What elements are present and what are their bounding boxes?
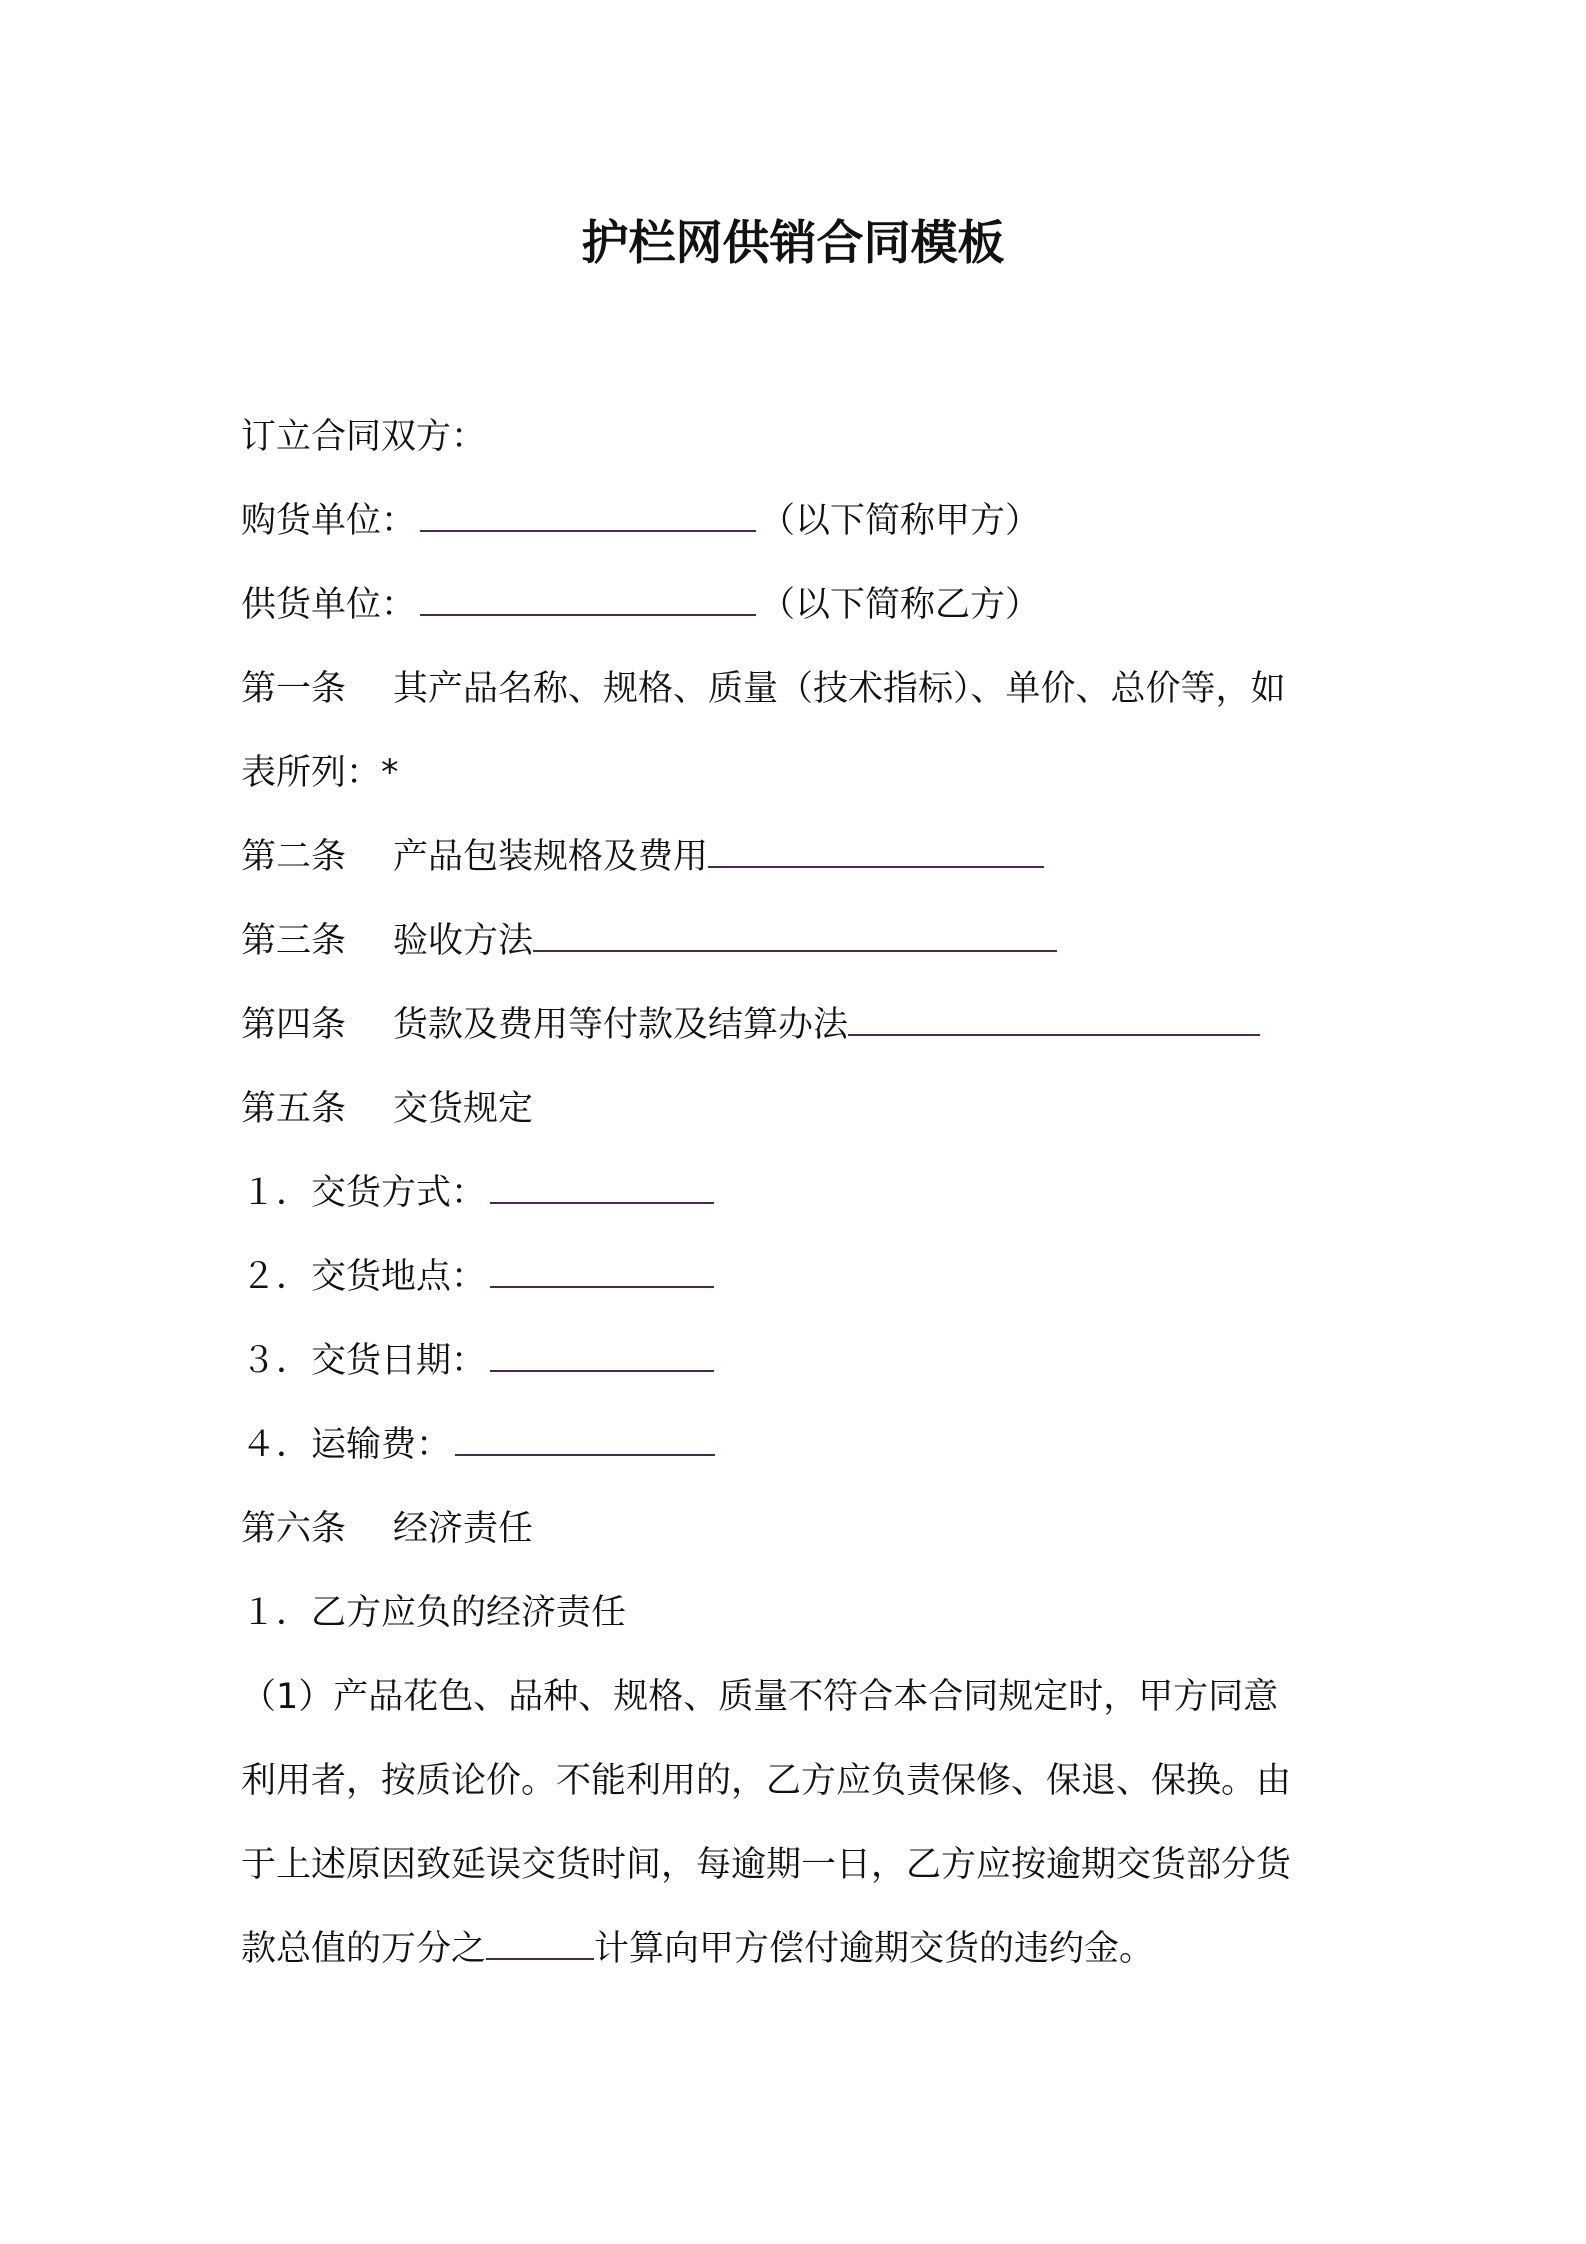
- article-4-text: 货款及费用等付款及结算办法: [393, 1005, 849, 1045]
- article-1-text: 其产品名称、规格、质量（技术指标）、单价、总价等，如: [393, 669, 1286, 709]
- article-5-line: [241, 1084, 1361, 1134]
- article-1-line-1: [241, 664, 1361, 714]
- article-6-text: 经济责任: [393, 1509, 534, 1549]
- article-4-blank[interactable]: [848, 1004, 1260, 1036]
- article-3-line: [241, 916, 1361, 966]
- article-3-text: 验收方法: [393, 921, 534, 961]
- article-3-number: 第三条: [241, 921, 347, 961]
- intro-line: 订立合同双方：: [241, 417, 487, 457]
- article-4-number: 第四条: [241, 1005, 347, 1045]
- buyer-blank[interactable]: [420, 500, 756, 532]
- paragraph-line-4-before: 款总值的万分之: [241, 1929, 487, 1969]
- delivery-date-line: [241, 1336, 1361, 1386]
- article-2-number: 第二条: [241, 837, 347, 877]
- article-5-text: 交货规定: [393, 1089, 534, 1129]
- article-6-subheading: １．乙方应负的经济责任: [241, 1593, 627, 1633]
- delivery-place-label: ２．交货地点：: [241, 1257, 487, 1297]
- article-2-text: 产品包装规格及费用: [393, 837, 709, 877]
- paragraph-line-2: 利用者，按质论价。不能利用的，乙方应负责保修、保退、保换。由: [241, 1761, 1292, 1801]
- delivery-method-label: １．交货方式：: [241, 1173, 487, 1213]
- paragraph-line-3: 于上述原因致延误交货时间，每逾期一日，乙方应按逾期交货部分货: [241, 1845, 1292, 1885]
- article-5-number: 第五条: [241, 1089, 347, 1129]
- freight-line: [241, 1420, 1361, 1470]
- article-6-line: [241, 1504, 1361, 1554]
- seller-label: 供货单位：: [241, 585, 417, 625]
- freight-blank[interactable]: [455, 1424, 715, 1456]
- delivery-date-label: ３．交货日期：: [241, 1341, 487, 1381]
- article-3-blank[interactable]: [533, 920, 1057, 952]
- article-6-number: 第六条: [241, 1509, 347, 1549]
- seller-blank[interactable]: [420, 584, 756, 616]
- buyer-label: 购货单位：: [241, 501, 417, 541]
- article-4-line: [241, 1000, 1361, 1050]
- article-1-number: 第一条: [241, 669, 347, 709]
- delivery-date-blank[interactable]: [490, 1340, 714, 1372]
- delivery-place-blank[interactable]: [490, 1256, 714, 1288]
- paragraph-line-1: （1）产品花色、品种、规格、质量不符合本合同规定时，甲方同意: [241, 1677, 1279, 1717]
- delivery-method-blank[interactable]: [490, 1172, 714, 1204]
- article-1-line-2: 表所列：*: [241, 753, 399, 793]
- seller-line: [241, 580, 1361, 630]
- document-title: 护栏网供销合同模板: [581, 216, 1005, 271]
- buyer-suffix: （以下简称甲方）: [760, 501, 1041, 541]
- article-2-line: [241, 832, 1361, 882]
- paragraph-line-4: [241, 1924, 1361, 1974]
- freight-label: ４．运输费：: [241, 1425, 452, 1465]
- delivery-place-line: [241, 1252, 1361, 1302]
- delivery-method-line: [241, 1168, 1361, 1218]
- penalty-rate-blank[interactable]: [486, 1928, 594, 1960]
- seller-suffix: （以下简称乙方）: [760, 585, 1041, 625]
- article-2-blank[interactable]: [708, 836, 1044, 868]
- paragraph-line-4-after: 计算向甲方偿付逾期交货的违约金。: [594, 1929, 1155, 1969]
- buyer-line: [241, 496, 1361, 546]
